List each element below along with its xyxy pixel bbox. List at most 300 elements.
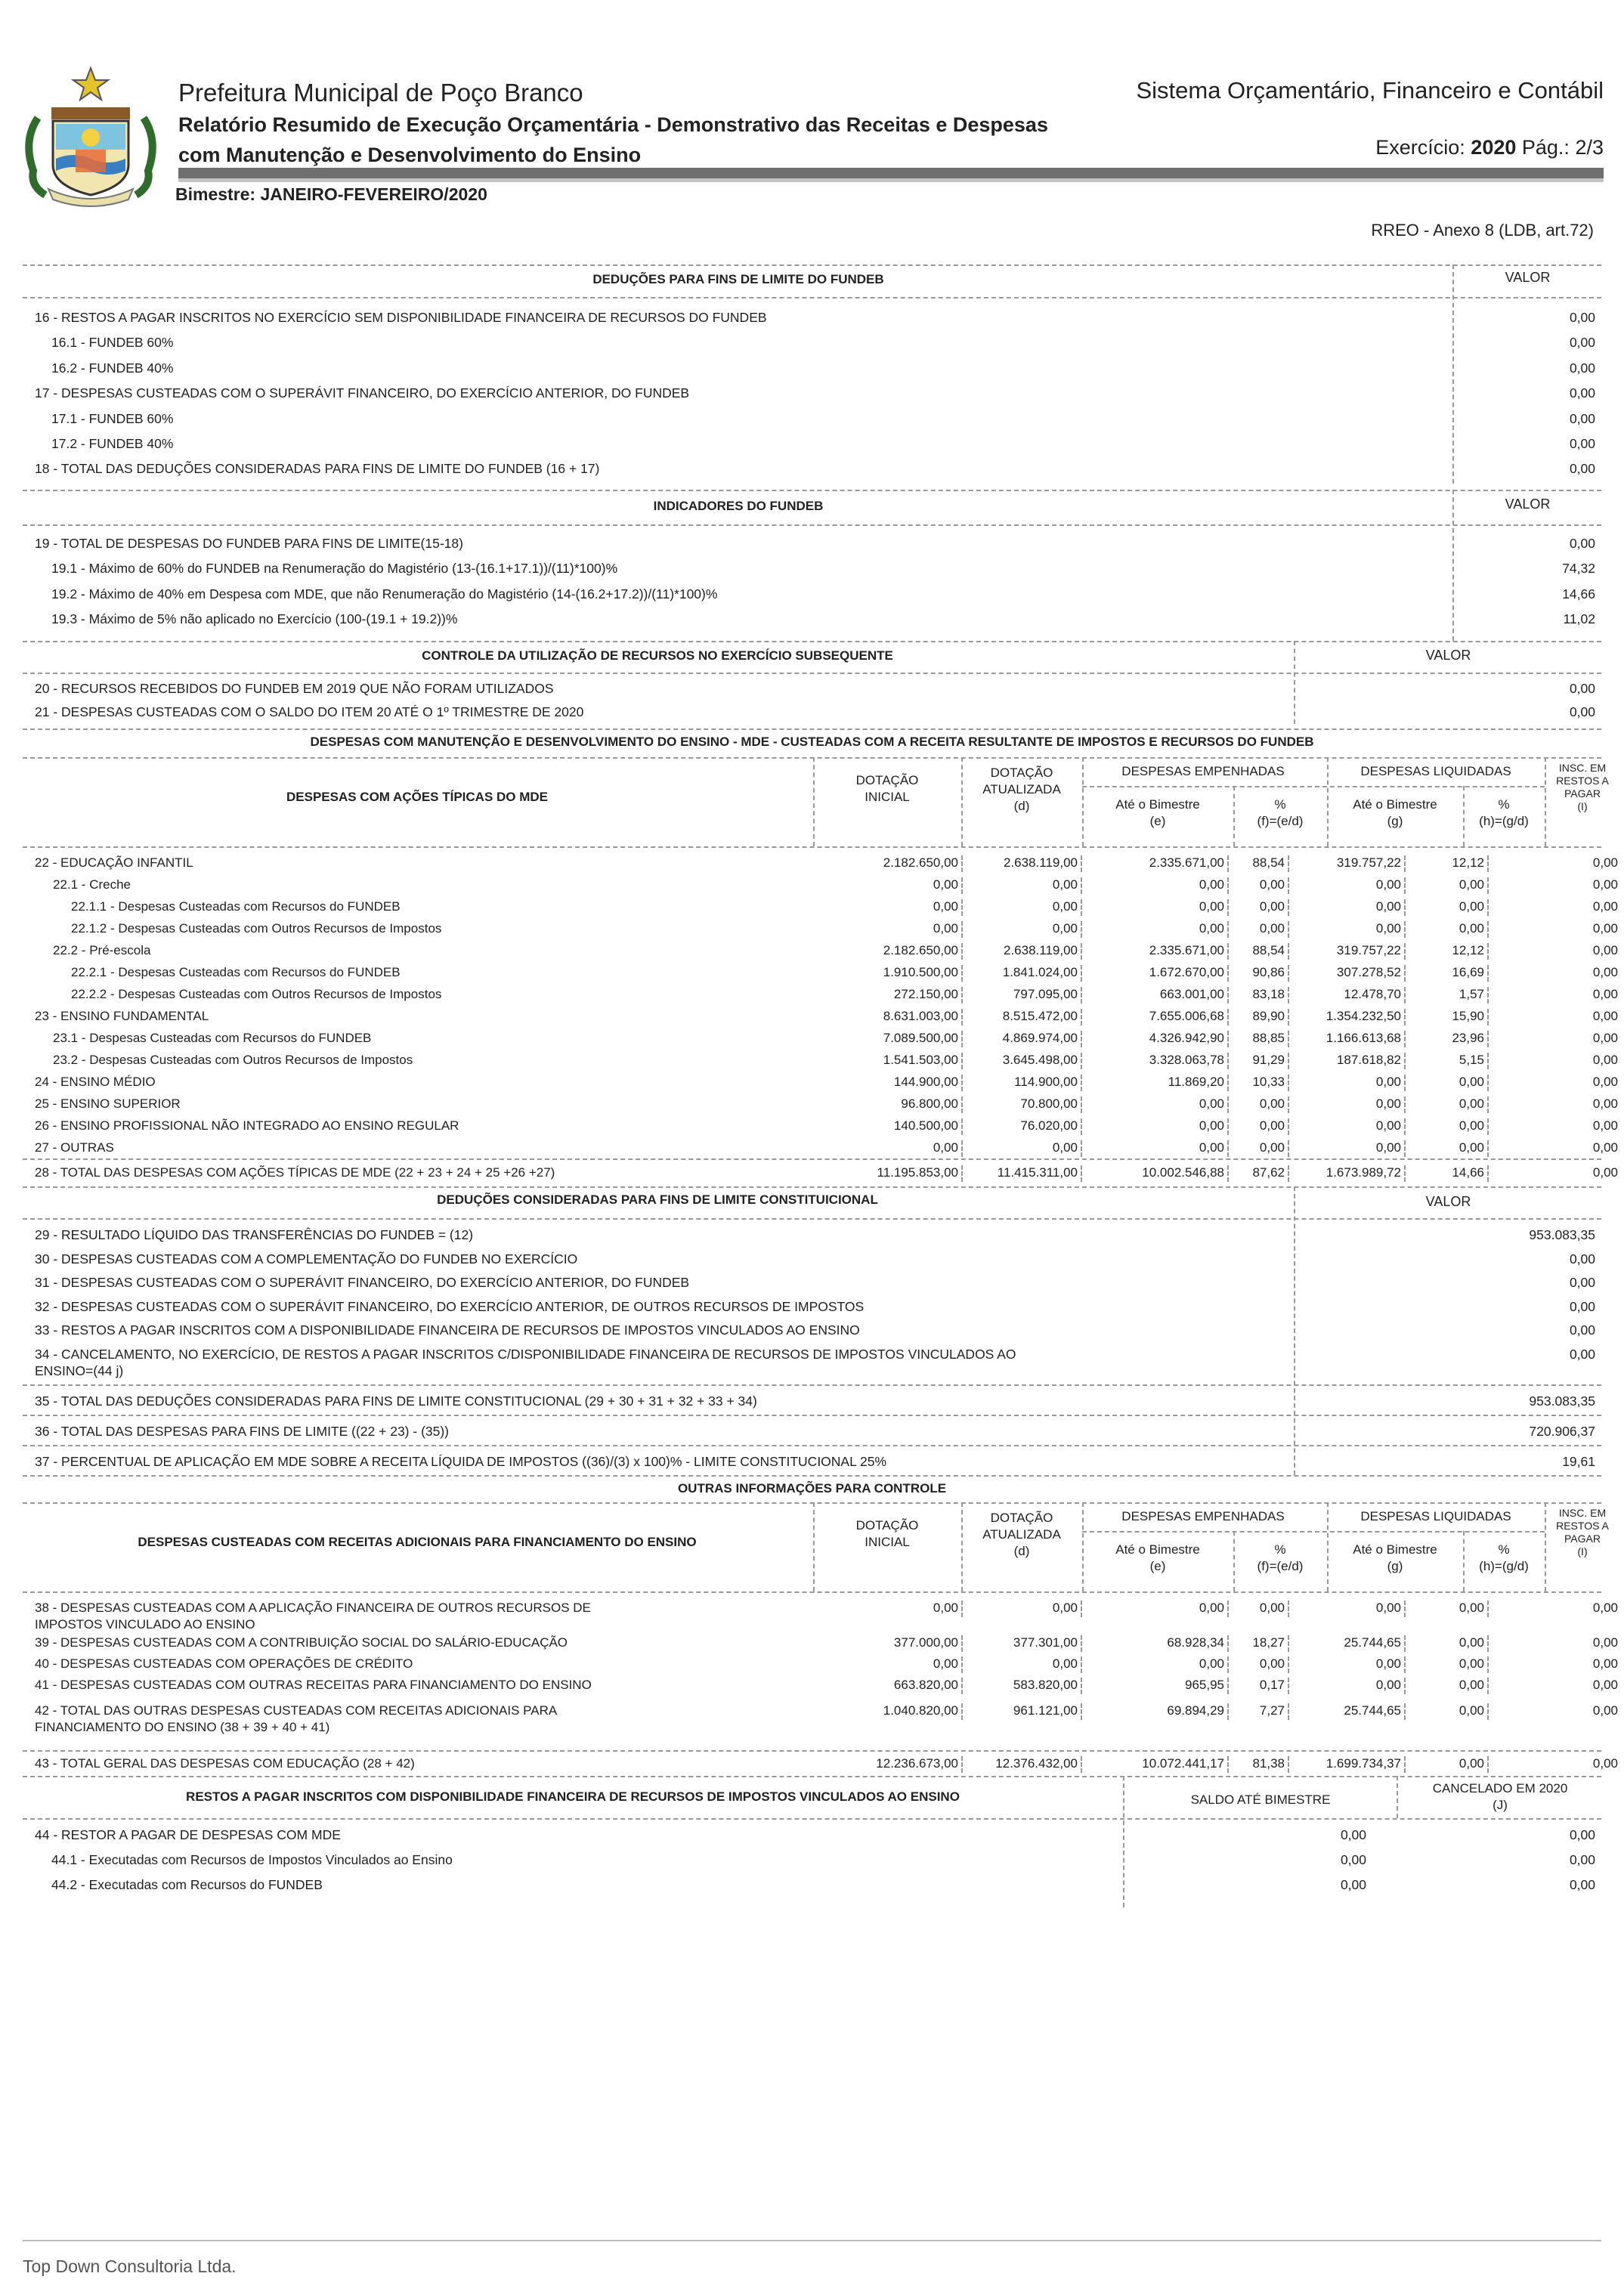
cell-value: 4.326.942,90 <box>1149 1031 1224 1045</box>
row-label: 17 - DESPESAS CUSTEADAS COM O SUPERÁVIT FINANCEIRO, DO EXERCÍCIO ANTERIOR, DO FUNDEB <box>35 385 690 401</box>
s5-title: DEDUÇÕES CONSIDERADAS PARA FINS DE LIMITE CONSTITUICIONAL <box>437 1192 878 1207</box>
cell-value: 1.699.734,37 <box>1325 1756 1401 1771</box>
cell-divider <box>1487 899 1489 916</box>
row-value-saldo: 0,00 <box>1340 1827 1366 1842</box>
s5-total-row <box>0 1451 1624 1475</box>
cell-divider <box>1227 943 1229 960</box>
cell-divider <box>1487 1601 1489 1617</box>
cell-divider <box>1288 1756 1289 1773</box>
cell-value: 663.001,00 <box>1159 987 1224 1001</box>
cell-value: 377.301,00 <box>1013 1635 1078 1650</box>
row-label: 22.2.2 - Despesas Custeadas com Outros Recursos de Impostos <box>71 987 442 1001</box>
row-label: 16.2 - FUNDEB 40% <box>51 360 174 376</box>
cell-value: 12.478,70 <box>1344 987 1401 1001</box>
cell-value: 0,00 <box>1052 1601 1078 1615</box>
s1-row <box>0 332 1624 356</box>
cell-divider <box>1081 877 1082 894</box>
col-header-ate-bimestre-g: Até o Bimestre (g) <box>1353 797 1437 828</box>
row-value: 0,00 <box>1569 1299 1595 1314</box>
cell-divider <box>1487 1656 1489 1673</box>
cell-value: 1.354.232,50 <box>1325 1009 1401 1023</box>
col-header-dotacao-atualizada: DOTAÇÃO ATUALIZADA (d) <box>982 766 1061 813</box>
column-divider <box>1082 1502 1084 1591</box>
s2-row <box>0 533 1624 557</box>
cell-divider <box>1227 1656 1229 1673</box>
col-header-title: DESPESAS CUSTEADAS COM RECEITAS ADICIONAIS PARA FINANCIAMENTO DO ENSINO <box>138 1535 697 1549</box>
section-divider <box>23 1818 1601 1820</box>
cell-value: 89,90 <box>1252 1009 1285 1023</box>
row-label-cont: FINANCIAMENTO DO ENSINO (38 + 39 + 40 + 41) <box>35 1720 330 1734</box>
cell-divider <box>1288 943 1289 960</box>
s2-title: INDICADORES DO FUNDEB <box>653 499 824 513</box>
cell-value: 0,00 <box>1375 1140 1401 1155</box>
cell-value: 0,00 <box>1459 899 1484 914</box>
cell-divider <box>1404 1075 1406 1091</box>
cell-value: 14,66 <box>1452 1165 1484 1180</box>
cell-divider <box>1487 1096 1489 1113</box>
cell-value: 12.236.673,00 <box>876 1756 958 1771</box>
s2-row <box>0 558 1624 582</box>
cell-value: 88,54 <box>1252 855 1285 870</box>
cell-value: 2.335.671,00 <box>1149 943 1224 957</box>
cell-divider <box>1288 1165 1289 1182</box>
cell-value: 1.673.989,72 <box>1325 1165 1401 1180</box>
cell-value: 76.020,00 <box>1020 1118 1078 1133</box>
cell-value: 2.182.650,00 <box>883 855 958 870</box>
cell-value: 96.800,00 <box>901 1096 958 1111</box>
cell-divider <box>1487 965 1489 982</box>
s1-row <box>0 458 1624 482</box>
cell-divider <box>1227 1703 1229 1720</box>
cell-value: 0,00 <box>1459 1601 1484 1615</box>
cell-divider <box>1288 1703 1289 1720</box>
column-divider <box>1233 786 1235 846</box>
row-label: 23 - ENSINO FUNDAMENTAL <box>35 1009 209 1023</box>
cell-value: 0,00 <box>1592 1096 1618 1111</box>
cell-divider <box>1081 1678 1082 1694</box>
cell-divider <box>1288 921 1289 938</box>
s5-total-row <box>0 1421 1624 1445</box>
cell-divider <box>1404 1009 1406 1025</box>
cell-value: 0,00 <box>1259 921 1285 936</box>
col-header-liquidadas: DESPESAS LIQUIDADAS <box>1360 764 1511 778</box>
cell-value: 0,00 <box>1375 877 1401 892</box>
cell-divider <box>1404 1096 1406 1113</box>
exercicio-info <box>1375 136 1604 159</box>
cell-divider <box>1081 855 1082 872</box>
s5-total-row <box>0 1390 1624 1415</box>
cell-divider <box>1227 1756 1229 1773</box>
row-value: 0,00 <box>1569 681 1595 696</box>
section-divider <box>23 846 1601 848</box>
row-label: 22.1.2 - Despesas Custeadas com Outros Recursos de Impostos <box>71 921 442 936</box>
cell-value: 0,00 <box>1459 1140 1484 1155</box>
cell-value: 0,00 <box>1259 1601 1285 1615</box>
row-value: 0,00 <box>1569 360 1595 376</box>
cell-divider <box>1227 1601 1229 1617</box>
cell-value: 2.638.119,00 <box>1004 855 1078 870</box>
cell-divider <box>1487 1140 1489 1157</box>
cell-value: 0,00 <box>1459 1678 1484 1692</box>
row-label: 22 - EDUCAÇÃO INFANTIL <box>35 855 193 870</box>
cell-value: 10.002.546,88 <box>1142 1165 1224 1180</box>
cell-divider <box>1404 965 1406 982</box>
cell-divider <box>1288 1635 1289 1652</box>
row-label: 44.1 - Executadas com Recursos de Impostos Vinculados ao Ensino <box>51 1852 453 1867</box>
cell-value: 87,62 <box>1252 1165 1285 1180</box>
cell-divider <box>961 1031 963 1047</box>
cell-value: 1.541.503,00 <box>883 1053 958 1067</box>
cell-value: 0,00 <box>1199 1096 1224 1111</box>
cell-divider <box>1288 1656 1289 1673</box>
cell-divider <box>1288 855 1289 872</box>
header-divider <box>1082 786 1545 787</box>
cell-divider <box>1081 1140 1082 1157</box>
cell-divider <box>1404 1165 1406 1182</box>
cell-value: 0,00 <box>1199 877 1224 892</box>
cell-value: 0,00 <box>1375 1075 1401 1089</box>
row-label: 32 - DESPESAS CUSTEADAS COM O SUPERÁVIT FINANCEIRO, DO EXERCÍCIO ANTERIOR, DE OUTROS RECURSOS DE IMPOSTOS <box>35 1299 865 1314</box>
s3-row <box>0 701 1624 725</box>
cell-divider <box>1288 1140 1289 1157</box>
cell-value: 0,00 <box>1375 1656 1401 1671</box>
column-divider <box>1463 1531 1465 1591</box>
cell-divider <box>1404 1703 1406 1720</box>
cell-divider <box>1227 1165 1229 1182</box>
cell-divider <box>1081 1703 1082 1720</box>
cell-divider <box>961 1635 963 1652</box>
row-label: 16 - RESTOS A PAGAR INSCRITOS NO EXERCÍCIO SEM DISPONIBILIDADE FINANCEIRA DE RECURSOS DO FUNDEB <box>35 310 767 325</box>
row-label: 19.3 - Máximo de 5% não aplicado no Exercício (100-(19.1 + 19.2))% <box>51 611 458 626</box>
col-header-insc-restos: INSC. EM RESTOS A PAGAR (I) <box>1556 762 1609 812</box>
s1-row <box>0 433 1624 457</box>
cell-value: 0,00 <box>1592 1678 1618 1692</box>
cell-value: 0,00 <box>1052 921 1078 936</box>
cell-value: 88,54 <box>1252 943 1285 957</box>
cell-value: 11.869,20 <box>1168 1075 1224 1089</box>
column-divider <box>1463 786 1465 846</box>
cell-divider <box>1487 1678 1489 1694</box>
cell-divider <box>961 1165 963 1182</box>
cell-value: 0,00 <box>1592 1656 1618 1671</box>
cell-value: 0,00 <box>1459 1075 1484 1089</box>
cell-divider <box>1081 1053 1082 1069</box>
col-header-pct-f: % (f)=(e/d) <box>1257 797 1304 828</box>
cell-divider <box>961 1118 963 1135</box>
s3-title: CONTROLE DA UTILIZAÇÃO DE RECURSOS NO EXERCÍCIO SUBSEQUENTE <box>422 648 893 663</box>
column-divider <box>1397 1776 1398 1818</box>
cell-divider <box>1081 1009 1082 1025</box>
cell-value: 0,00 <box>933 921 958 936</box>
cell-value: 0,00 <box>1375 1601 1401 1615</box>
cell-value: 0,00 <box>933 1601 958 1615</box>
cell-value: 0,00 <box>1592 1031 1618 1045</box>
cell-value: 0,00 <box>1592 1703 1618 1718</box>
s7-cancelado-header: CANCELADO EM 2020 (J) <box>1432 1781 1568 1812</box>
cell-value: 70.800,00 <box>1020 1096 1078 1111</box>
cell-value: 0,00 <box>1259 1118 1285 1133</box>
cell-value: 0,00 <box>1052 899 1078 914</box>
cell-divider <box>1227 987 1229 1004</box>
row-value: 0,00 <box>1569 461 1595 477</box>
row-label: 43 - TOTAL GERAL DAS DESPESAS COM EDUCAÇÃO (28 + 42) <box>35 1756 415 1771</box>
cell-value: 663.820,00 <box>893 1678 958 1692</box>
cell-divider <box>1487 1165 1489 1182</box>
cell-divider <box>1404 943 1406 960</box>
row-label: 26 - ENSINO PROFISSIONAL NÃO INTEGRADO AO ENSINO REGULAR <box>35 1118 459 1133</box>
cell-value: 319.757,22 <box>1336 943 1401 957</box>
cell-value: 1.672.670,00 <box>1149 965 1224 979</box>
header-title: Prefeitura Municipal de Poço Branco <box>178 79 583 107</box>
cell-value: 0,00 <box>1459 1756 1484 1771</box>
cell-divider <box>961 1140 963 1157</box>
cell-value: 2.638.119,00 <box>1004 943 1078 957</box>
exercicio-year: 2020 <box>1471 136 1517 159</box>
cell-value: 0,00 <box>1459 877 1484 892</box>
cell-value: 3.645.498,00 <box>1002 1053 1078 1067</box>
row-label-cont: IMPOSTOS VINCULADO AO ENSINO <box>35 1617 255 1632</box>
cell-value: 0,00 <box>1199 1601 1224 1615</box>
row-value: 19,61 <box>1562 1454 1595 1469</box>
cell-value: 10,33 <box>1252 1075 1285 1089</box>
cell-value: 961.121,00 <box>1013 1703 1078 1718</box>
section-divider <box>23 1158 1601 1160</box>
column-divider <box>1327 757 1329 846</box>
s5-row <box>0 1296 1624 1320</box>
cell-value: 272.150,00 <box>893 987 958 1001</box>
cell-value: 3.328.063,78 <box>1149 1053 1224 1067</box>
cell-divider <box>1487 1635 1489 1652</box>
cell-divider <box>1404 877 1406 894</box>
cell-value: 1.040.820,00 <box>883 1703 958 1718</box>
cell-value: 0,00 <box>1592 855 1618 870</box>
cell-value: 7,27 <box>1259 1703 1285 1718</box>
cell-divider <box>1404 1053 1406 1069</box>
row-value: 0,00 <box>1569 1347 1595 1362</box>
cell-divider <box>1227 1031 1229 1047</box>
cell-value: 0,00 <box>1259 1656 1285 1671</box>
cell-value: 0,00 <box>1375 1118 1401 1133</box>
row-label: 40 - DESPESAS CUSTEADAS COM OPERAÇÕES DE CRÉDITO <box>35 1656 413 1671</box>
cell-divider <box>1227 921 1229 938</box>
cell-value: 0,00 <box>1592 1635 1618 1650</box>
cell-value: 0,17 <box>1259 1678 1285 1692</box>
cell-divider <box>1227 1009 1229 1025</box>
cell-value: 23,96 <box>1452 1031 1484 1045</box>
cell-value: 583.820,00 <box>1013 1678 1078 1692</box>
cell-value: 0,00 <box>1375 921 1401 936</box>
cell-value: 0,00 <box>1052 877 1078 892</box>
col-header-liquidadas: DESPESAS LIQUIDADAS <box>1360 1509 1511 1523</box>
row-label: 22.2.1 - Despesas Custeadas com Recursos do FUNDEB <box>71 965 401 979</box>
cell-value: 1.910.500,00 <box>883 965 958 979</box>
cell-divider <box>1487 1009 1489 1025</box>
cell-divider <box>1404 1656 1406 1673</box>
row-value: 720.906,37 <box>1529 1424 1595 1439</box>
cell-divider <box>961 1096 963 1113</box>
cell-divider <box>1081 987 1082 1004</box>
cell-divider <box>961 943 963 960</box>
cell-divider <box>1288 965 1289 982</box>
row-value: 0,00 <box>1569 1322 1595 1338</box>
cell-divider <box>1487 877 1489 894</box>
cell-value: 18,27 <box>1252 1635 1285 1650</box>
cell-value: 0,00 <box>1592 921 1618 936</box>
cell-value: 12.376.432,00 <box>995 1756 1078 1771</box>
page-number: 2/3 <box>1575 136 1604 159</box>
cell-value: 25.744,65 <box>1344 1703 1401 1718</box>
row-value: 953.083,35 <box>1529 1227 1595 1242</box>
cell-value: 0,00 <box>1199 1118 1224 1133</box>
cell-value: 0,00 <box>1259 1140 1285 1155</box>
cell-divider <box>1487 1053 1489 1069</box>
cell-divider <box>1227 1678 1229 1694</box>
cell-value: 0,00 <box>1592 1053 1618 1067</box>
row-label: 18 - TOTAL DAS DEDUÇÕES CONSIDERADAS PARA FINS DE LIMITE DO FUNDEB (16 + 17) <box>35 461 600 477</box>
cell-divider <box>1081 1756 1082 1773</box>
cell-value: 0,00 <box>1199 1140 1224 1155</box>
col-header-ate-bimestre-e: Até o Bimestre (e) <box>1115 1542 1200 1573</box>
cell-divider <box>1288 1601 1289 1617</box>
cell-divider <box>1487 855 1489 872</box>
cell-divider <box>1081 1601 1082 1617</box>
cell-value: 1,57 <box>1459 987 1484 1001</box>
s1-row <box>0 307 1624 331</box>
cell-divider <box>1081 1118 1082 1135</box>
cell-value: 0,00 <box>1259 899 1285 914</box>
cell-value: 0,00 <box>1592 1756 1618 1771</box>
cell-value: 11.415.311,00 <box>997 1165 1078 1180</box>
cell-divider <box>1404 1601 1406 1617</box>
cell-divider <box>961 1756 963 1773</box>
column-divider <box>961 757 963 846</box>
row-label: 34 - CANCELAMENTO, NO EXERCÍCIO, DE RESTOS A PAGAR INSCRITOS C/DISPONIBILIDADE FINANCEIRA DE RECURSOS DE IMPOSTOS VINCULADOS AO <box>35 1347 1016 1362</box>
cell-value: 0,00 <box>933 1656 958 1671</box>
section-divider <box>23 297 1601 298</box>
row-value: 0,00 <box>1569 436 1595 451</box>
header-divider-bar <box>178 168 1604 182</box>
s3-row <box>0 678 1624 702</box>
cell-divider <box>1487 1118 1489 1135</box>
header-divider <box>1082 1531 1545 1533</box>
cell-divider <box>1081 1031 1082 1047</box>
row-label: 21 - DESPESAS CUSTEADAS COM O SALDO DO ITEM 20 ATÉ O 1º TRIMESTRE DE 2020 <box>35 704 584 719</box>
row-label: 42 - TOTAL DAS OUTRAS DESPESAS CUSTEADAS COM RECEITAS ADICIONAIS PARA <box>35 1703 558 1718</box>
column-divider <box>1545 757 1546 846</box>
section-divider <box>23 1502 1601 1504</box>
cell-divider <box>961 965 963 982</box>
cell-divider <box>1227 1140 1229 1157</box>
cell-value: 965,95 <box>1185 1678 1224 1692</box>
cell-value: 0,00 <box>933 1140 958 1155</box>
cell-divider <box>1081 1096 1082 1113</box>
cell-divider <box>961 1053 963 1069</box>
row-value: 14,66 <box>1562 586 1595 602</box>
cell-divider <box>1487 1756 1489 1773</box>
cell-value: 0,00 <box>933 877 958 892</box>
anexo-label: RREO - Anexo 8 (LDB, art.72) <box>1371 221 1594 240</box>
s5-row <box>0 1272 1624 1296</box>
row-label: 16.1 - FUNDEB 60% <box>51 335 174 351</box>
row-label: 17.2 - FUNDEB 40% <box>51 436 174 451</box>
section-divider <box>23 1218 1601 1220</box>
cell-value: 0,00 <box>1592 943 1618 957</box>
cell-divider <box>1081 965 1082 982</box>
header-subtitle-2: com Manutenção e Desenvolvimento do Ensino <box>178 144 642 166</box>
cell-value: 8.631.003,00 <box>883 1009 958 1023</box>
s7-saldo-header: SALDO ATÉ BIMESTRE <box>1190 1792 1331 1807</box>
s5-row <box>0 1248 1624 1273</box>
row-label: 38 - DESPESAS CUSTEADAS COM A APLICAÇÃO FINANCEIRA DE OUTROS RECURSOS DE <box>35 1601 591 1615</box>
cell-divider <box>1487 921 1489 938</box>
cell-value: 0,00 <box>1459 1096 1484 1111</box>
s1-row <box>0 408 1624 432</box>
cell-divider <box>961 1678 963 1694</box>
cell-value: 187.618,82 <box>1336 1053 1401 1067</box>
cell-divider <box>1404 1756 1406 1773</box>
cell-value: 0,00 <box>1259 877 1285 892</box>
cell-divider <box>1081 1165 1082 1182</box>
cell-value: 0,00 <box>1592 877 1618 892</box>
footer-company: Top Down Consultoria Ltda. <box>23 2256 237 2276</box>
cell-value: 2.182.650,00 <box>883 943 958 957</box>
cell-divider <box>1227 965 1229 982</box>
cell-value: 797.095,00 <box>1013 987 1078 1001</box>
section-divider <box>23 524 1601 526</box>
cell-divider <box>961 877 963 894</box>
cell-divider <box>1404 1031 1406 1047</box>
row-value: 0,00 <box>1569 536 1595 551</box>
row-label: 37 - PERCENTUAL DE APLICAÇÃO EM MDE SOBRE A RECEITA LÍQUIDA DE IMPOSTOS ((36)/(3) x 100)% - LIMITE CONSTITUCIONAL 25% <box>35 1454 887 1469</box>
row-label: 39 - DESPESAS CUSTEADAS COM A CONTRIBUIÇÃO SOCIAL DO SALÁRIO-EDUCAÇÃO <box>35 1635 568 1650</box>
cell-divider <box>1081 899 1082 916</box>
col-header-empenhadas: DESPESAS EMPENHADAS <box>1121 764 1285 778</box>
cell-value: 90,86 <box>1252 965 1285 979</box>
section-divider <box>23 1591 1601 1593</box>
municipal-crest-logo <box>15 65 166 209</box>
cell-value: 0,00 <box>1052 1656 1078 1671</box>
cell-divider <box>1288 1678 1289 1694</box>
cell-value: 0,00 <box>1592 1165 1618 1180</box>
footer-line <box>23 2240 1601 2241</box>
system-name: Sistema Orçamentário, Financeiro e Contábil <box>1136 77 1604 104</box>
cell-value: 68.928,34 <box>1167 1635 1224 1650</box>
cell-value: 0,00 <box>1199 1656 1224 1671</box>
col-header-dotacao-atualizada: DOTAÇÃO ATUALIZADA (d) <box>982 1511 1061 1558</box>
cell-value: 5,15 <box>1459 1053 1484 1067</box>
col-header-dotacao-inicial: DOTAÇÃO INICIAL <box>855 1518 919 1549</box>
section-divider <box>23 1750 1601 1752</box>
cell-value: 0,00 <box>1459 1118 1484 1133</box>
row-label: 28 - TOTAL DAS DESPESAS COM AÇÕES TÍPICAS DE MDE (22 + 23 + 24 + 25 +26 +27) <box>35 1165 555 1180</box>
column-divider <box>813 1502 815 1591</box>
column-divider <box>961 1502 963 1591</box>
col-header-empenhadas: DESPESAS EMPENHADAS <box>1121 1509 1285 1523</box>
cell-value: 1.841.024,00 <box>1002 965 1078 979</box>
cell-divider <box>1288 1118 1289 1135</box>
cell-divider <box>1227 877 1229 894</box>
cell-divider <box>1227 899 1229 916</box>
row-label: 35 - TOTAL DAS DEDUÇÕES CONSIDERADAS PARA FINS DE LIMITE CONSTITUCIONAL (29 + 30 + 31 + 32 + 33 + 34) <box>35 1393 757 1409</box>
row-label: 27 - OUTRAS <box>35 1140 114 1155</box>
row-value: 74,32 <box>1562 561 1595 577</box>
section-divider <box>23 641 1601 642</box>
row-value-cancelado: 0,00 <box>1569 1877 1595 1892</box>
s2-row <box>0 608 1624 633</box>
row-label: 24 - ENSINO MÉDIO <box>35 1075 156 1089</box>
section-divider <box>23 1776 1601 1777</box>
cell-value: 1.166.613,68 <box>1325 1031 1401 1045</box>
